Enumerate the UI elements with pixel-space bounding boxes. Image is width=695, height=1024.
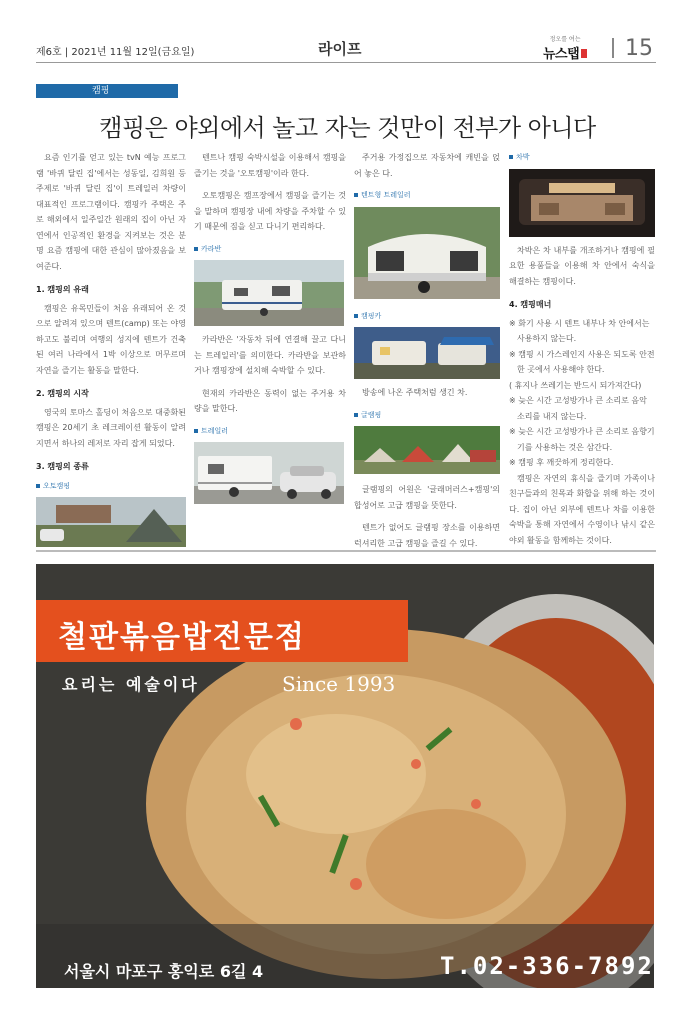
caravan-photo [194, 260, 344, 326]
restaurant-advertisement [36, 564, 654, 988]
header-rule [36, 62, 656, 63]
paragraph: 캠핑은 자연의 휴식을 즐기며 가족이나 친구들과의 친목과 화합을 위해 하는 것이다. 집이 아닌 외부에 텐트나 차를 이용한 숙박을 통해 자연에서 수영이나 낚시 같은 야외 활동을 함께하는 것이다. [509, 473, 655, 545]
restaurant-name: 철판볶음밥전문점 [58, 620, 306, 655]
paragraph: 차박은 차 내부를 개조하거나 캠핑에 필요한 용품들을 이용해 차 안에서 숙식을 해결하는 캠핑이다. [509, 245, 655, 286]
photo-caption: 트레일러 [194, 424, 346, 440]
article-column-3 [354, 150, 500, 558]
ad-slogan: 요리는 예술이다 [62, 675, 200, 694]
photo-caption: 오토캠핑 [36, 479, 186, 495]
paragraph: 캠핑은 유목민들이 처음 유래되어 온 것으로 알려져 있으며 텐트(camp) 또는 야영하고도 불리며 여행의 성지에 텐트가 건축된 여러 나라에서 1박 이상으로 머무르며 자연을 즐기는 활동을 말한다. [36, 303, 186, 375]
section-heading: 2. 캠핑의 시작 [36, 389, 89, 398]
paragraph: 주거용 가정집으로 자동차에 캐빈을 얹어 놓은 다. [354, 153, 500, 178]
logo-text: 뉴스탭 [543, 47, 580, 62]
section-divider [36, 550, 656, 552]
section-heading: 3. 캠핑의 종류 [36, 462, 89, 471]
category-tag: 캠핑 [36, 84, 178, 98]
paragraph: 글램핑의 어원은 '글래머러스+캠핑'의 합성어로 고급 캠핑을 뜻한다. [354, 485, 500, 510]
manner-list [509, 316, 655, 471]
paragraph: 방송에 나온 주택처럼 생긴 차. [362, 388, 468, 397]
ad-phone: T.02-336-7892 [440, 952, 654, 980]
ad-since: Since 1993 [282, 672, 396, 696]
section-heading: 1. 캠핑의 유래 [36, 285, 89, 294]
section-title: 라이프 [318, 40, 362, 58]
article-column-1 [36, 150, 186, 547]
photo-caption: 캠핑카 [354, 309, 500, 325]
paragraph: 텐트나 캠핑 숙박시설을 이용해서 캠핑을 즐기는 것을 '오토캠핑'이라 한다. [194, 153, 346, 178]
list-item: ※ 캠핑 후 깨끗하게 정리한다. [509, 458, 614, 467]
list-item: ※ 화기 사용 시 텐트 내부나 차 안에서는 사용하지 않는다. [509, 318, 650, 343]
paragraph: 현재의 카라반은 동력이 없는 주거용 차량을 말한다. [194, 388, 346, 413]
camping-car-photo [354, 327, 500, 379]
paragraph: 텐트가 없어도 글램핑 장소를 이용하면 럭셔리한 고급 캠핑을 즐길 수 있다. [354, 523, 500, 548]
ad-banner [36, 600, 408, 662]
photo-caption: 텐트형 트레일러 [354, 188, 500, 204]
list-item: ※ 늦은 시간 고성방가나 큰 소리로 음향기기를 사용하는 것은 삼간다. [509, 427, 655, 452]
page-header [0, 0, 695, 62]
glamping-photo [354, 426, 500, 474]
page-number: 15 [625, 36, 653, 61]
paragraph: 카라반은 '자동차 뒤에 연결해 끌고 다니는 트레일러'를 의미한다. 카라반을 보관하거나 캠핑장에 설치해 숙박할 수 있다. [194, 335, 346, 375]
tent-trailer-photo [354, 207, 500, 299]
issue-info: 제6호 | 2021년 11월 12일(금요일) [36, 47, 195, 58]
trailer-photo [194, 442, 344, 504]
paragraph: 요즘 인기를 얻고 있는 tvN 예능 프로그램 '바퀴 달린 집'에서는 성동일, 김희원 등 주제로 '바퀴 달린 집'이 트레일러 차량이 대표적인 프로그램이다. 캠핑카 주택은 주로 해외에서 일주일간 원래의 집이 아닌 자연에서 인공적인 환경을 지켜보는 것은 분명 요즘 캠핑에 대한 관심이 많아졌음을 보여준다. [36, 153, 186, 271]
list-item: ※ 캠핑 시 가스레인지 사용은 되도록 안전한 곳에서 사용해야 한다. [509, 349, 655, 374]
newspaper-logo [543, 36, 587, 62]
paragraph: 오토캠핑은 캠프장에서 캠핑을 즐기는 것을 말하며 캠핑장 내에 차량을 주차할 수 있기 때문에 짐을 싣고 다니기 편리하다. [194, 191, 346, 231]
car-camping-photo [509, 169, 655, 237]
logo-tagline: 정오를 여는 [549, 36, 581, 43]
page-separator [612, 38, 614, 58]
list-item: ( 휴지나 쓰레기는 반드시 되가져간다) [509, 380, 642, 390]
photo-caption: 차박 [509, 150, 655, 166]
auto-camping-photo [36, 497, 186, 547]
section-heading: 4. 캠핑매너 [509, 300, 552, 309]
paragraph: 영국의 토마스 홀딩이 처음으로 대중화된 캠핑은 20세기 초 레크레이션 활동이 알려지면서 하나의 레저로 자리 잡게 되었다. [36, 407, 186, 448]
photo-caption: 카라반 [194, 242, 346, 258]
ad-address: 서울시 마포구 홍익로 6길 4 [64, 962, 264, 981]
list-item: ※ 늦은 시간 고성방가나 큰 소리로 음악 소리를 내지 않는다. [509, 396, 647, 421]
photo-caption: 글램핑 [354, 408, 500, 424]
article-title: 캠핑은 야외에서 놀고 자는 것만이 전부가 아니다 [99, 114, 596, 142]
flag-icon [581, 49, 587, 58]
article-column-2 [194, 150, 346, 504]
article-column-4 [509, 150, 655, 555]
